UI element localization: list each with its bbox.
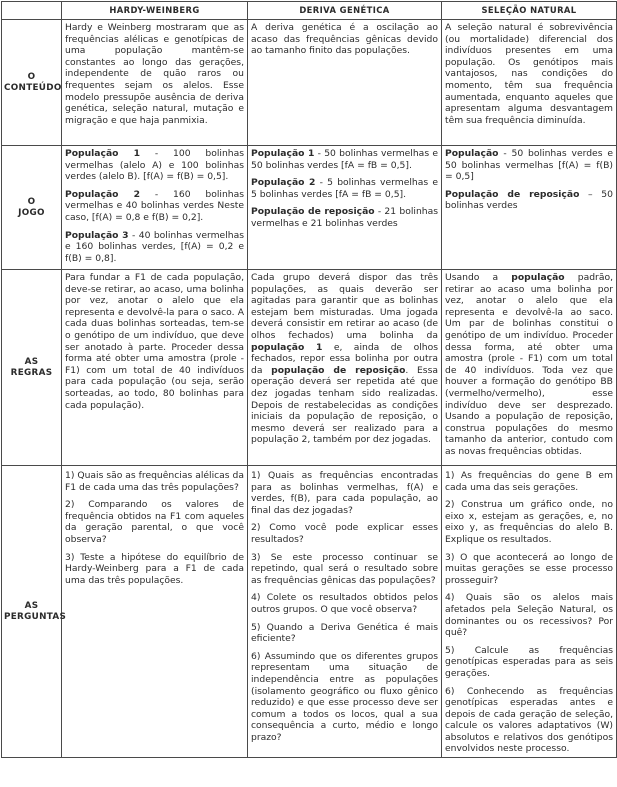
row-label-conteudo: O CONTEÚDO [2, 20, 62, 146]
question-item: 1) As frequências do gene B em cada uma das seis gerações. [445, 470, 613, 493]
row-label-regras: AS REGRAS [2, 270, 62, 466]
question-item: 4) Quais são os alelos mais afetados pela Seleção Natural, os dominantes ou os recessivos? Por quê? [445, 592, 613, 639]
question-item: 1) Quais são as frequências alélicas da F1 de cada uma das três populações? [65, 470, 244, 493]
question-item: 2) Como você pode explicar esses resultados? [251, 522, 438, 545]
row-regras [2, 270, 617, 466]
row-label-perguntas: AS PERGUNTAS [2, 466, 62, 758]
cell-conteudo-hardy-weinberg: Hardy e Weinberg mostraram que as frequências alélicas e genotípicas de uma população mantêm-se constantes ao longo das gerações, independente de quão raros ou frequentes sejam os alelos. Esse modelo pressupõe ausência de deriva genética, seleção natural, mutação e migração e que haja panmixia. [62, 20, 248, 146]
question-item: 2) Comparando os valores de frequência obtidos na F1 com aqueles da geração parental, o que você observa? [65, 499, 244, 545]
cell-perguntas-deriva [248, 466, 442, 758]
question-item: 5) Calcule as frequências genotípicas esperadas para as seis gerações. [445, 644, 613, 679]
corner-cell [2, 2, 62, 20]
row-perguntas [2, 466, 617, 758]
cell-conteudo-selecao: A seleção natural é sobrevivência (ou mortalidade) diferencial dos indivíduos presentes em uma população. Os genótipos mais vantajosos, nas condições do momento, têm sua frequência aumentada, enquanto aqueles que apresentam alguma desvantagem têm sua frequência diminuída. [442, 20, 617, 146]
question-item: 3) Se este processo continuar se repetindo, qual será o resultado sobre as frequências gênicas das populações? [251, 551, 438, 586]
cell-jogo-deriva: População 1 - 50 bolinhas vermelhas e 50 bolinhas verdes [fA = fB = 0,5]. População 2 - 5 bolinhas vermelhas e 5 bolinhas verdes [fA = fB = 0,5]. População de reposição - 21 bolinhas vermelhas e 21 bolinhas verdes [248, 146, 442, 270]
question-item: 3) Teste a hipótese do equilíbrio de Hardy-Weinberg para a F1 de cada uma das três populações. [65, 551, 244, 586]
question-item: 5) Quando a Deriva Genética é mais eficiente? [251, 621, 438, 645]
col-header-deriva-genetica: DERIVA GENÉTICA [248, 2, 442, 20]
cell-jogo-selecao: População - 50 bolinhas verdes e 50 bolinhas vermelhas [f(A) = f(B) = 0,5] População de reposição – 50 bolinhas verdes [442, 146, 617, 270]
cell-jogo-hardy-weinberg: População 1 - 100 bolinhas vermelhas (alelo A) e 100 bolinhas verdes (alelo B). [f(A) = f(B) = 0,5]. População 2 - 160 bolinhas vermelhas e 40 bolinhas verdes Neste caso, [f(A) = 0,8 e f(B) = 0,2]. População 3 - 40 bolinhas vermelhas e 160 bolinhas verdes, [f(A) = 0,2 e f(B) = 0,8]. [62, 146, 248, 270]
cell-conteudo-deriva: A deriva genética é a oscilação ao acaso das frequências gênicas devido ao tamanho finito das populações. [248, 20, 442, 146]
header-row [2, 2, 617, 20]
row-label-jogo: O JOGO [2, 146, 62, 270]
cell-perguntas-selecao [442, 466, 617, 758]
comparison-table [1, 1, 617, 758]
cell-perguntas-hardy-weinberg [62, 466, 248, 758]
question-item: 4) Colete os resultados obtidos pelos outros grupos. O que você observa? [251, 592, 438, 615]
question-item: 2) Construa um gráfico onde, no eixo x, estejam as gerações, e, no eixo y, as frequências do alelo B. Explique os resultados. [445, 499, 613, 545]
question-item: 1) Quais as frequências encontradas para as bolinhas vermelhas, f(A) e verdes, f(B), para cada população, ao final das dez jogadas? [251, 470, 438, 516]
col-header-selecao-natural: SELEÇÃO NATURAL [442, 2, 617, 20]
col-header-hardy-weinberg: HARDY-WEINBERG [62, 2, 248, 20]
row-conteudo [2, 20, 617, 146]
cell-regras-deriva: Cada grupo deverá dispor das três populações, as quais deverão ser agitadas para garantir que as bolinhas estejam bem misturadas. Uma jogada deverá consistir em retirar ao acaso (de olhos fechados) uma bolinha da população 1 e, ainda de olhos fechados, repor essa bolinha por outra da população de reposição. Essa operação deverá ser repetida até que dez jogadas tenham sido realizadas. Depois de restabelecidas as condições iniciais da população de reposição, o mesmo deverá ser realizado para a população 2, também por dez jogadas. [248, 270, 442, 466]
row-jogo [2, 146, 617, 270]
question-item: 3) O que acontecerá ao longo de muitas gerações se esse processo prosseguir? [445, 551, 613, 586]
question-item: 6) Conhecendo as frequências genotípicas esperadas antes e depois de cada geração de seleção, calcule os valores adaptativos (W) absolutos e relativos dos genótipos envolvidos neste processo. [445, 685, 613, 755]
question-item: 6) Assumindo que os diferentes grupos representam uma situação de independência entre as populações (isolamento geográfico ou fluxo gênico reduzido) e que esse processo deve ser comum a todos os locos, qual a sua consequência a curto, médio e longo prazo? [251, 650, 438, 743]
cell-regras-hardy-weinberg: Para fundar a F1 de cada população, deve-se retirar, ao acaso, uma bolinha por vez, anotar o alelo que ela representa e devolvê-la para o saco. A cada duas bolinhas sorteadas, tem-se o genótipo de um indivíduo, que deve ser anotado à parte. Proceder dessa forma até obter uma amostra (prole - F1) com um total de 40 indivíduos para cada população (ou seja, serão sorteadas, ao todo, 80 bolinhas para cada população). [62, 270, 248, 466]
cell-regras-selecao: Usando a população padrão, retirar ao acaso uma bolinha por vez, anotar o alelo que ela representa e devolvê-la ao saco. Um par de bolinhas constitui o genótipo de um indivíduo. Proceder dessa forma, até obter uma amostra (prole - F1) com um total de 40 indivíduos. Toda vez que houver a formação do genótipo BB (vermelho/vermelho), esse indivíduo deve ser desprezado. Usando a população de reposição, construa populações do mesmo tamanho da anterior, contudo com as novas frequências obtidas. [442, 270, 617, 466]
